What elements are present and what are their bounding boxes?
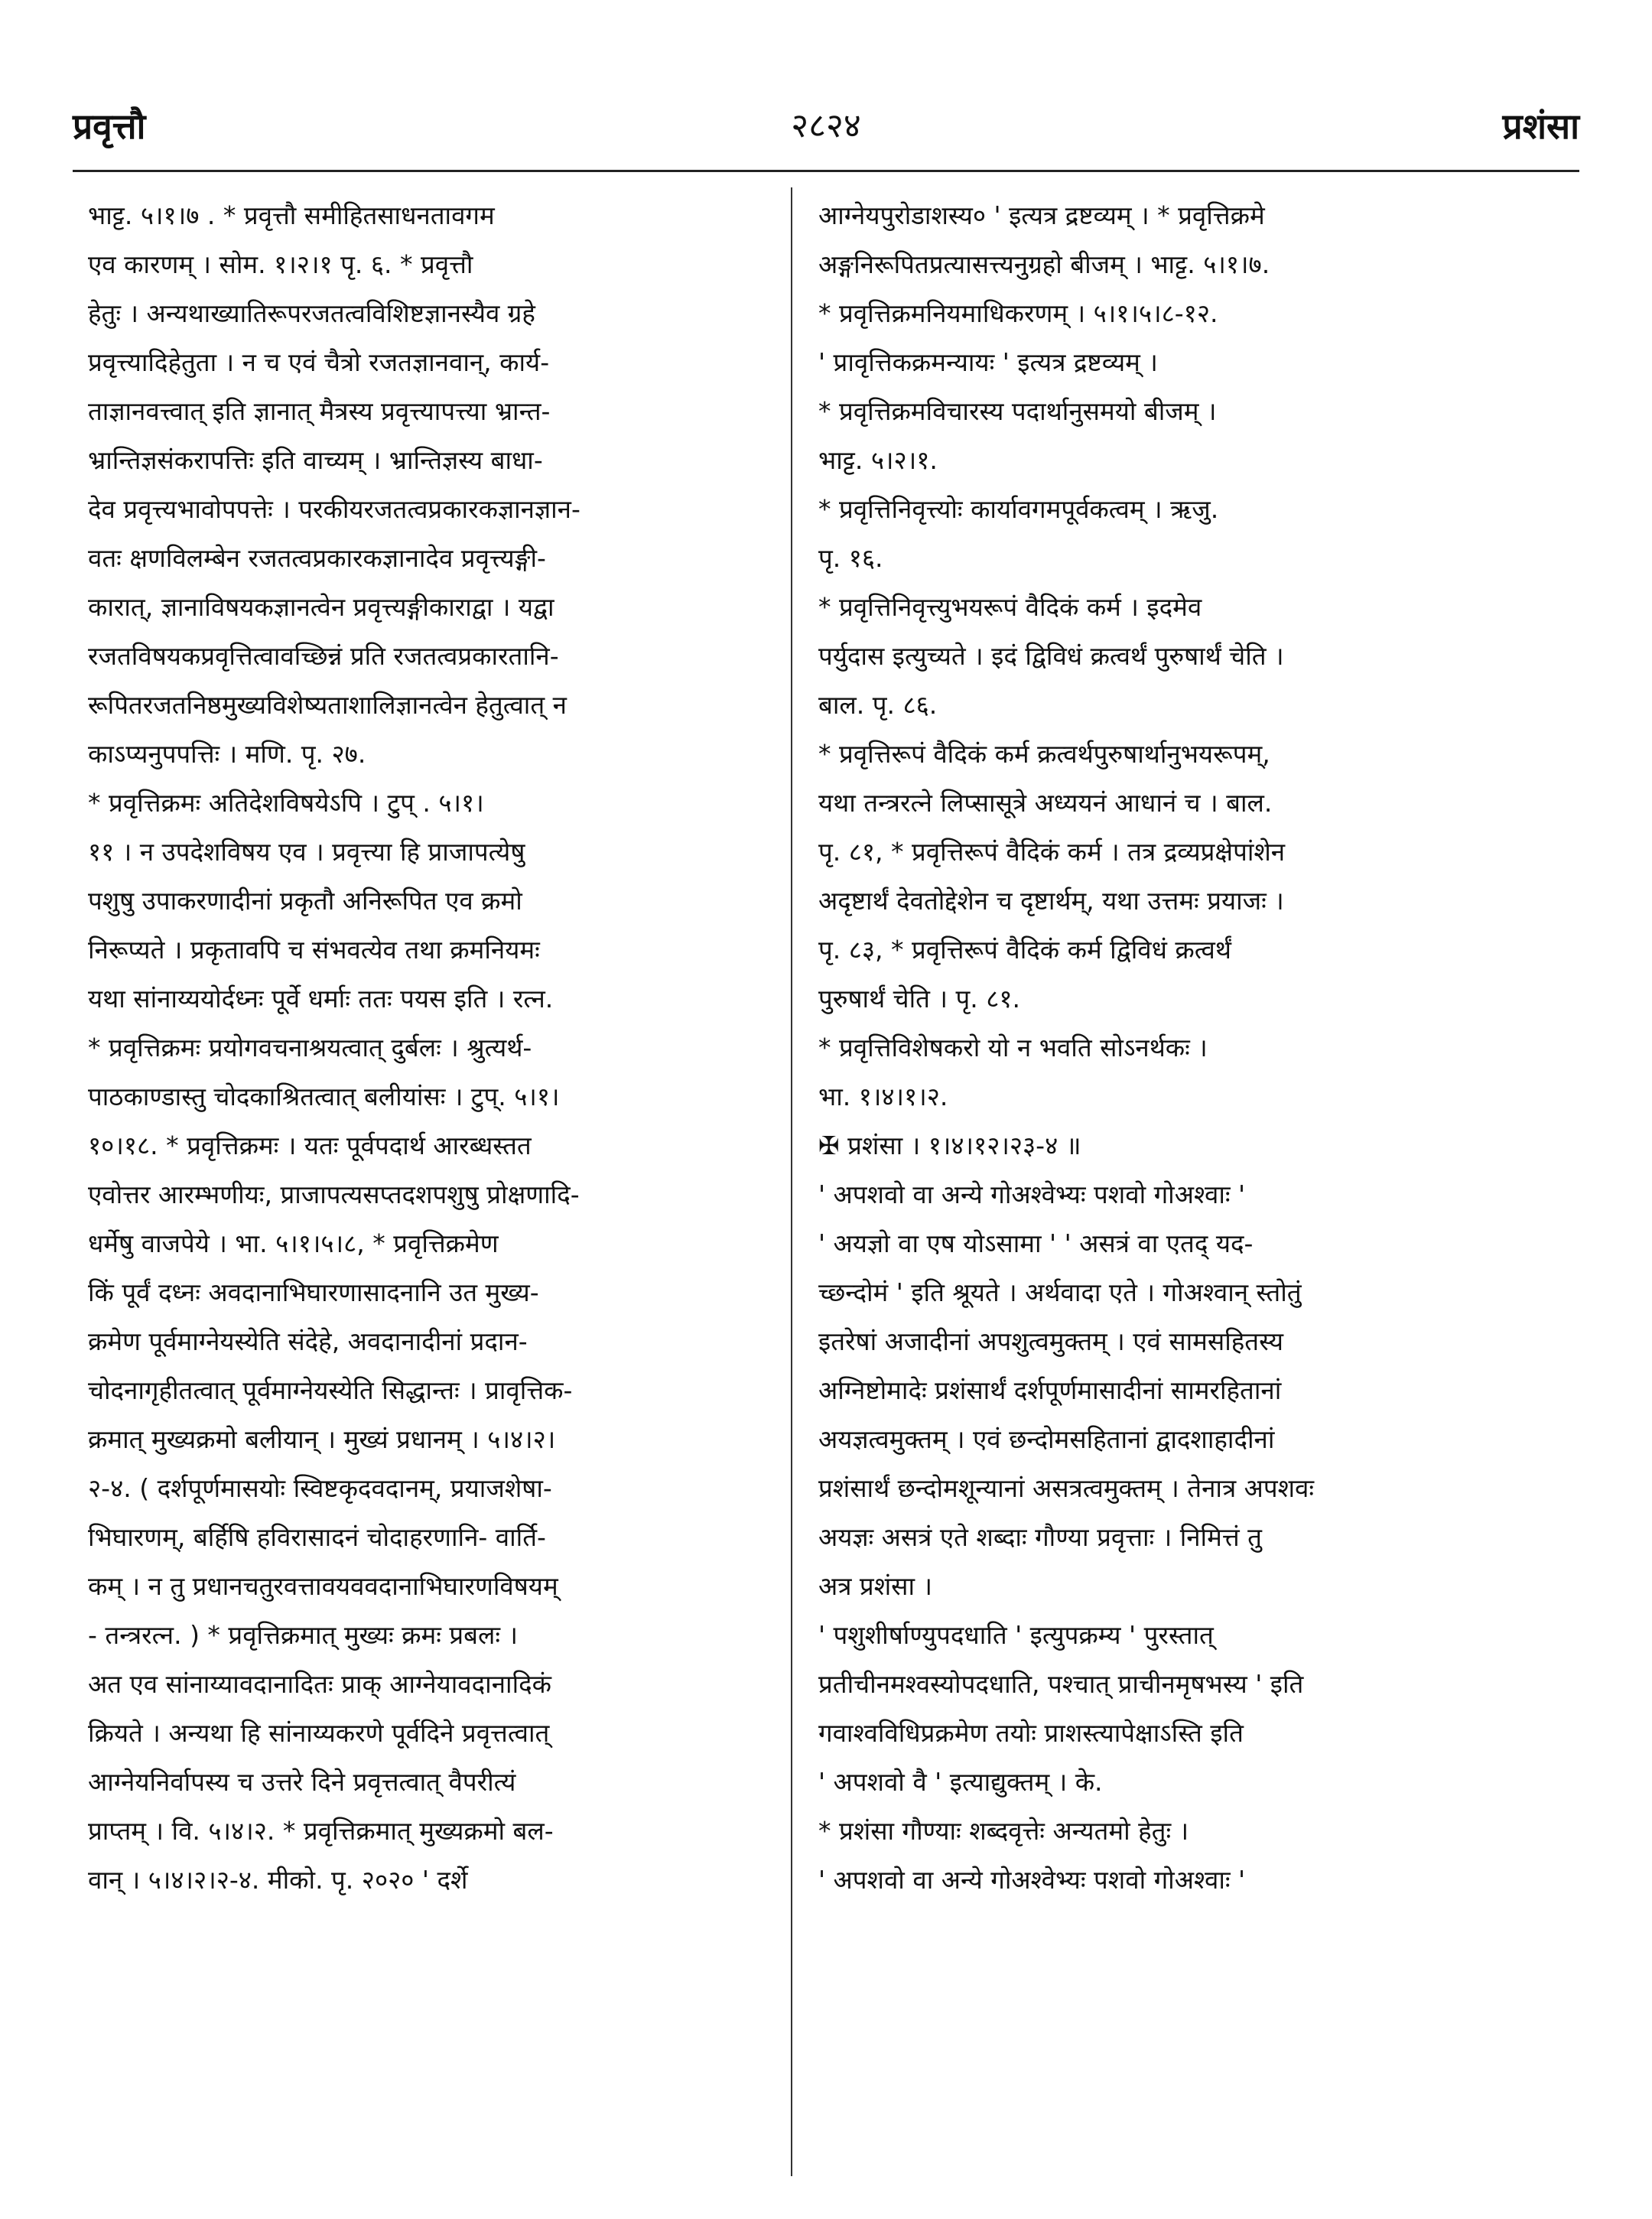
column-divider bbox=[791, 187, 792, 2176]
text-line: ' अपशवो वा अन्ये गोअश्वेभ्यः पशवो गोअश्वाः ' bbox=[818, 1865, 1246, 1895]
text-line: प्रतीचीनमश्वस्योपदधाति, पश्चात् प्राचीनमृषभस्य ' इति bbox=[818, 1669, 1304, 1699]
text-line: आग्नेयनिर्वापस्य च उत्तरे दिने प्रवृत्तत्वात् वैपरीत्यं bbox=[88, 1767, 516, 1797]
text-line: वान् । ५।४।२।२-४. मीको. पृ. २०२० ' दर्शे bbox=[88, 1865, 468, 1895]
text-line: वतः क्षणविलम्बेन रजतत्वप्रकारकज्ञानादेव प्रवृत्त्यङ्गी- bbox=[88, 543, 546, 573]
text-line: क्रमेण पूर्वमाग्नेयस्येति संदेहे, अवदानादीनां प्रदान- bbox=[88, 1326, 528, 1356]
text-line: भा. १।४।१।२. bbox=[818, 1082, 948, 1111]
text-line: * प्रशंसा गौण्याः शब्दवृत्तेः अन्यतमो हेतुः । bbox=[818, 1816, 1189, 1846]
text-line: - तन्त्ररत्न. ) * प्रवृत्तिक्रमात् मुख्यः क्रमः प्रबलः । bbox=[88, 1620, 519, 1650]
text-line: * प्रवृत्तिविशेषकरो यो न भवति सोऽनर्थकः । bbox=[818, 1033, 1208, 1062]
header-rule bbox=[73, 170, 1579, 172]
left-column bbox=[88, 191, 788, 1905]
text-line: * प्रवृत्तिक्रमविचारस्य पदार्थानुसमयो बीजम् । bbox=[818, 396, 1217, 426]
text-line: भाट्ट. ५।१।७ . * प्रवृत्तौ समीहितसाधनतावगम bbox=[88, 200, 495, 230]
text-line: प्राप्तम् । वि. ५।४।२. * प्रवृत्तिक्रमात् मुख्यक्रमो बल- bbox=[88, 1816, 554, 1846]
text-line: अयज्ञत्वमुक्तम् । एवं छन्दोमसहितानां द्वादशाहादीनां bbox=[818, 1424, 1275, 1454]
text-line: पशुषु उपाकरणादीनां प्रकृतौ अनिरूपित एव क्रमो bbox=[88, 886, 522, 916]
text-line: पुरुषार्थं चेति । पृ. ८१. bbox=[818, 984, 1021, 1014]
header-right-word: प्रशंसा bbox=[1502, 106, 1579, 147]
text-line: अङ्गनिरूपितप्रत्यासत्त्यनुग्रहो बीजम् । भाट्ट. ५।१।७. bbox=[818, 249, 1270, 279]
text-line: १०।१८. * प्रवृत्तिक्रमः । यतः पूर्वपदार्थ आरब्धस्तत bbox=[88, 1131, 532, 1160]
header-left-word: प्रवृत्तौ bbox=[73, 106, 146, 147]
text-line: हेतुः । अन्यथाख्यातिरूपरजतत्वविशिष्टज्ञानस्यैव ग्रहे bbox=[88, 298, 535, 328]
text-line: ' प्रावृत्तिकक्रमन्यायः ' इत्यत्र द्रष्टव्यम् । bbox=[818, 347, 1158, 377]
text-line: रजतविषयकप्रवृत्तित्वावच्छिन्नं प्रति रजतत्वप्रकारतानि- bbox=[88, 641, 559, 671]
text-line: अग्निष्टोमादेः प्रशंसार्थं दर्शपूर्णमासादीनां सामरहितानां bbox=[818, 1375, 1282, 1405]
text-line: ' अयज्ञो वा एष योऽसामा ' ' असत्रं वा एतद् यद- bbox=[818, 1228, 1254, 1258]
page-header bbox=[73, 96, 1579, 157]
text-line: * प्रवृत्तिनिवृत्त्युभयरूपं वैदिकं कर्म । इदमेव bbox=[818, 592, 1202, 622]
text-line: ' अपशवो वा अन्ये गोअश्वेभ्यः पशवो गोअश्वाः ' bbox=[818, 1179, 1246, 1209]
text-line: * प्रवृत्तिरूपं वैदिकं कर्म क्रत्वर्थपुरुषार्थानुभयरूपम्, bbox=[818, 739, 1270, 769]
text-line: पृ. १६. bbox=[818, 543, 883, 573]
text-line: किं पूर्वं दध्नः अवदानाभिघारणासादनानि उत मुख्य- bbox=[88, 1277, 539, 1307]
text-line: * प्रवृत्तिक्रमनियमाधिकरणम् । ५।१।५।८-१२. bbox=[818, 298, 1218, 328]
text-line: गवाश्वविधिप्रक्रमेण तयोः प्राशस्त्यापेक्षाऽस्ति इति bbox=[818, 1718, 1244, 1748]
text-line: * प्रवृत्तिक्रमः प्रयोगवचनाश्रयत्वात् दुर्बलः । श्रुत्यर्थ- bbox=[88, 1033, 532, 1062]
text-line: रूपितरजतनिष्ठमुख्यविशेष्यताशालिज्ञानत्वेन हेतुत्वात् न bbox=[88, 690, 567, 720]
text-line: अदृष्टार्थं देवतोद्देशेन च दृष्टार्थम्, यथा उत्तमः प्रयाजः । bbox=[818, 886, 1284, 916]
text-line: भिघारणम्, बर्हिषि हविरासादनं चोदाहरणानि- वार्ति- bbox=[88, 1522, 546, 1552]
text-line: २-४. ( दर्शपूर्णमासयोः स्विष्टकृदवदानम्, प्रयाजशेषा- bbox=[88, 1473, 552, 1503]
text-line: ' अपशवो वै ' इत्याद्युक्तम् । के. bbox=[818, 1767, 1103, 1797]
text-line: अयज्ञः असत्रं एते शब्दाः गौण्या प्रवृत्ताः । निमित्तं तु bbox=[818, 1522, 1262, 1552]
text-line: अत्र प्रशंसा । bbox=[818, 1571, 932, 1601]
text-line: ताज्ञानवत्त्वात् इति ज्ञानात् मैत्रस्य प्रवृत्त्यापत्त्या भ्रान्त- bbox=[88, 396, 551, 426]
text-line: ✠ प्रशंसा । १।४।१२।२३-४ ॥ bbox=[818, 1131, 1081, 1160]
text-line: ' पशुशीर्षाण्युपदधाति ' इत्युपक्रम्य ' पुरस्तात् bbox=[818, 1620, 1214, 1650]
text-line: प्रशंसार्थं छन्दोमशून्यानां असत्रत्वमुक्तम् । तेनात्र अपशवः bbox=[818, 1473, 1315, 1503]
text-line: चोदनागृहीतत्वात् पूर्वमाग्नेयस्येति सिद्धान्तः । प्रावृत्तिक- bbox=[88, 1375, 573, 1405]
text-line: आग्नेयपुरोडाशस्य० ' इत्यत्र द्रष्टव्यम् । * प्रवृत्तिक्रमे bbox=[818, 200, 1265, 230]
text-line: च्छन्दोमं ' इति श्रूयते । अर्थवादा एते । गोअश्वान् स्तोतुं bbox=[818, 1277, 1302, 1307]
text-line: कारात्, ज्ञानाविषयकज्ञानत्वेन प्रवृत्त्यङ्गीकाराद्वा । यद्वा bbox=[88, 592, 554, 622]
text-line: देव प्रवृत्त्यभावोपपत्तेः । परकीयरजतत्वप्रकारकज्ञानज्ञान- bbox=[88, 494, 580, 524]
text-line: धर्मेषु वाजपेये । भा. ५।१।५।८, * प्रवृत्तिक्रमेण bbox=[88, 1228, 499, 1258]
text-line: * प्रवृत्तिक्रमः अतिदेशविषयेऽपि । टुप् . ५।१। bbox=[88, 788, 484, 818]
text-line: अत एव सांनाय्यावदानादितः प्राक् आग्नेयावदानादिकं bbox=[88, 1669, 551, 1699]
text-line: पृ. ८३, * प्रवृत्तिरूपं वैदिकं कर्म द्विविधं क्रत्वर्थं bbox=[818, 935, 1231, 965]
text-line: क्रियते । अन्यथा हि सांनाय्यकरणे पूर्वदिने प्रवृत्तत्वात् bbox=[88, 1718, 550, 1748]
text-line: पृ. ८१, * प्रवृत्तिरूपं वैदिकं कर्म । तत्र द्रव्यप्रक्षेपांशेन bbox=[818, 837, 1286, 867]
text-line: यथा तन्त्ररत्ने लिप्सासूत्रे अध्ययनं आधानं च । बाल. bbox=[818, 788, 1273, 818]
text-line: पर्युदास इत्युच्यते । इदं द्विविधं क्रत्वर्थं पुरुषार्थं चेति । bbox=[818, 641, 1284, 671]
text-line: इतरेषां अजादीनां अपशुत्वमुक्तम् । एवं सामसहितस्य bbox=[818, 1326, 1284, 1356]
right-column bbox=[818, 191, 1518, 1905]
text-line: निरूप्यते । प्रकृतावपि च संभवत्येव तथा क्रमनियमः bbox=[88, 935, 540, 965]
text-line: पाठकाण्डास्तु चोदकाश्रितत्वात् बलीयांसः । टुप्. ५।१। bbox=[88, 1082, 560, 1111]
text-line: काऽप्यनुपपत्तिः । मणि. पृ. २७. bbox=[88, 739, 366, 769]
text-line: भ्रान्तिज्ञसंकरापत्तिः इति वाच्यम् । भ्रान्तिज्ञस्य बाधा- bbox=[88, 445, 543, 475]
text-line: बाल. पृ. ८६. bbox=[818, 690, 938, 720]
text-line: कम् । न तु प्रधानचतुरवत्तावयववदानाभिघारणविषयम् bbox=[88, 1571, 558, 1601]
text-line: भाट्ट. ५।२।१. bbox=[818, 445, 938, 475]
text-line: ११ । न उपदेशविषय एव । प्रवृत्त्या हि प्राजापत्येषु bbox=[88, 837, 525, 867]
text-line: एव कारणम् । सोम. १।२।१ पृ. ६. * प्रवृत्तौ bbox=[88, 249, 473, 279]
text-line: एवोत्तर आरम्भणीयः, प्राजापत्यसप्तदशपशुषु प्रोक्षणादि- bbox=[88, 1179, 580, 1209]
text-line: प्रवृत्त्यादिहेतुता । न च एवं चैत्रो रजतज्ञानवान्, कार्य- bbox=[88, 347, 550, 377]
text-line: यथा सांनाय्ययोर्दध्नः पूर्वे धर्माः ततः पयस इति । रत्न. bbox=[88, 984, 554, 1014]
text-line: क्रमात् मुख्यक्रमो बलीयान् । मुख्यं प्रधानम् । ५।४।२। bbox=[88, 1424, 556, 1454]
text-line: * प्रवृत्तिनिवृत्त्योः कार्यावगमपूर्वकत्वम् । ऋजु. bbox=[818, 494, 1219, 524]
page-number: २८२४ bbox=[791, 106, 861, 145]
